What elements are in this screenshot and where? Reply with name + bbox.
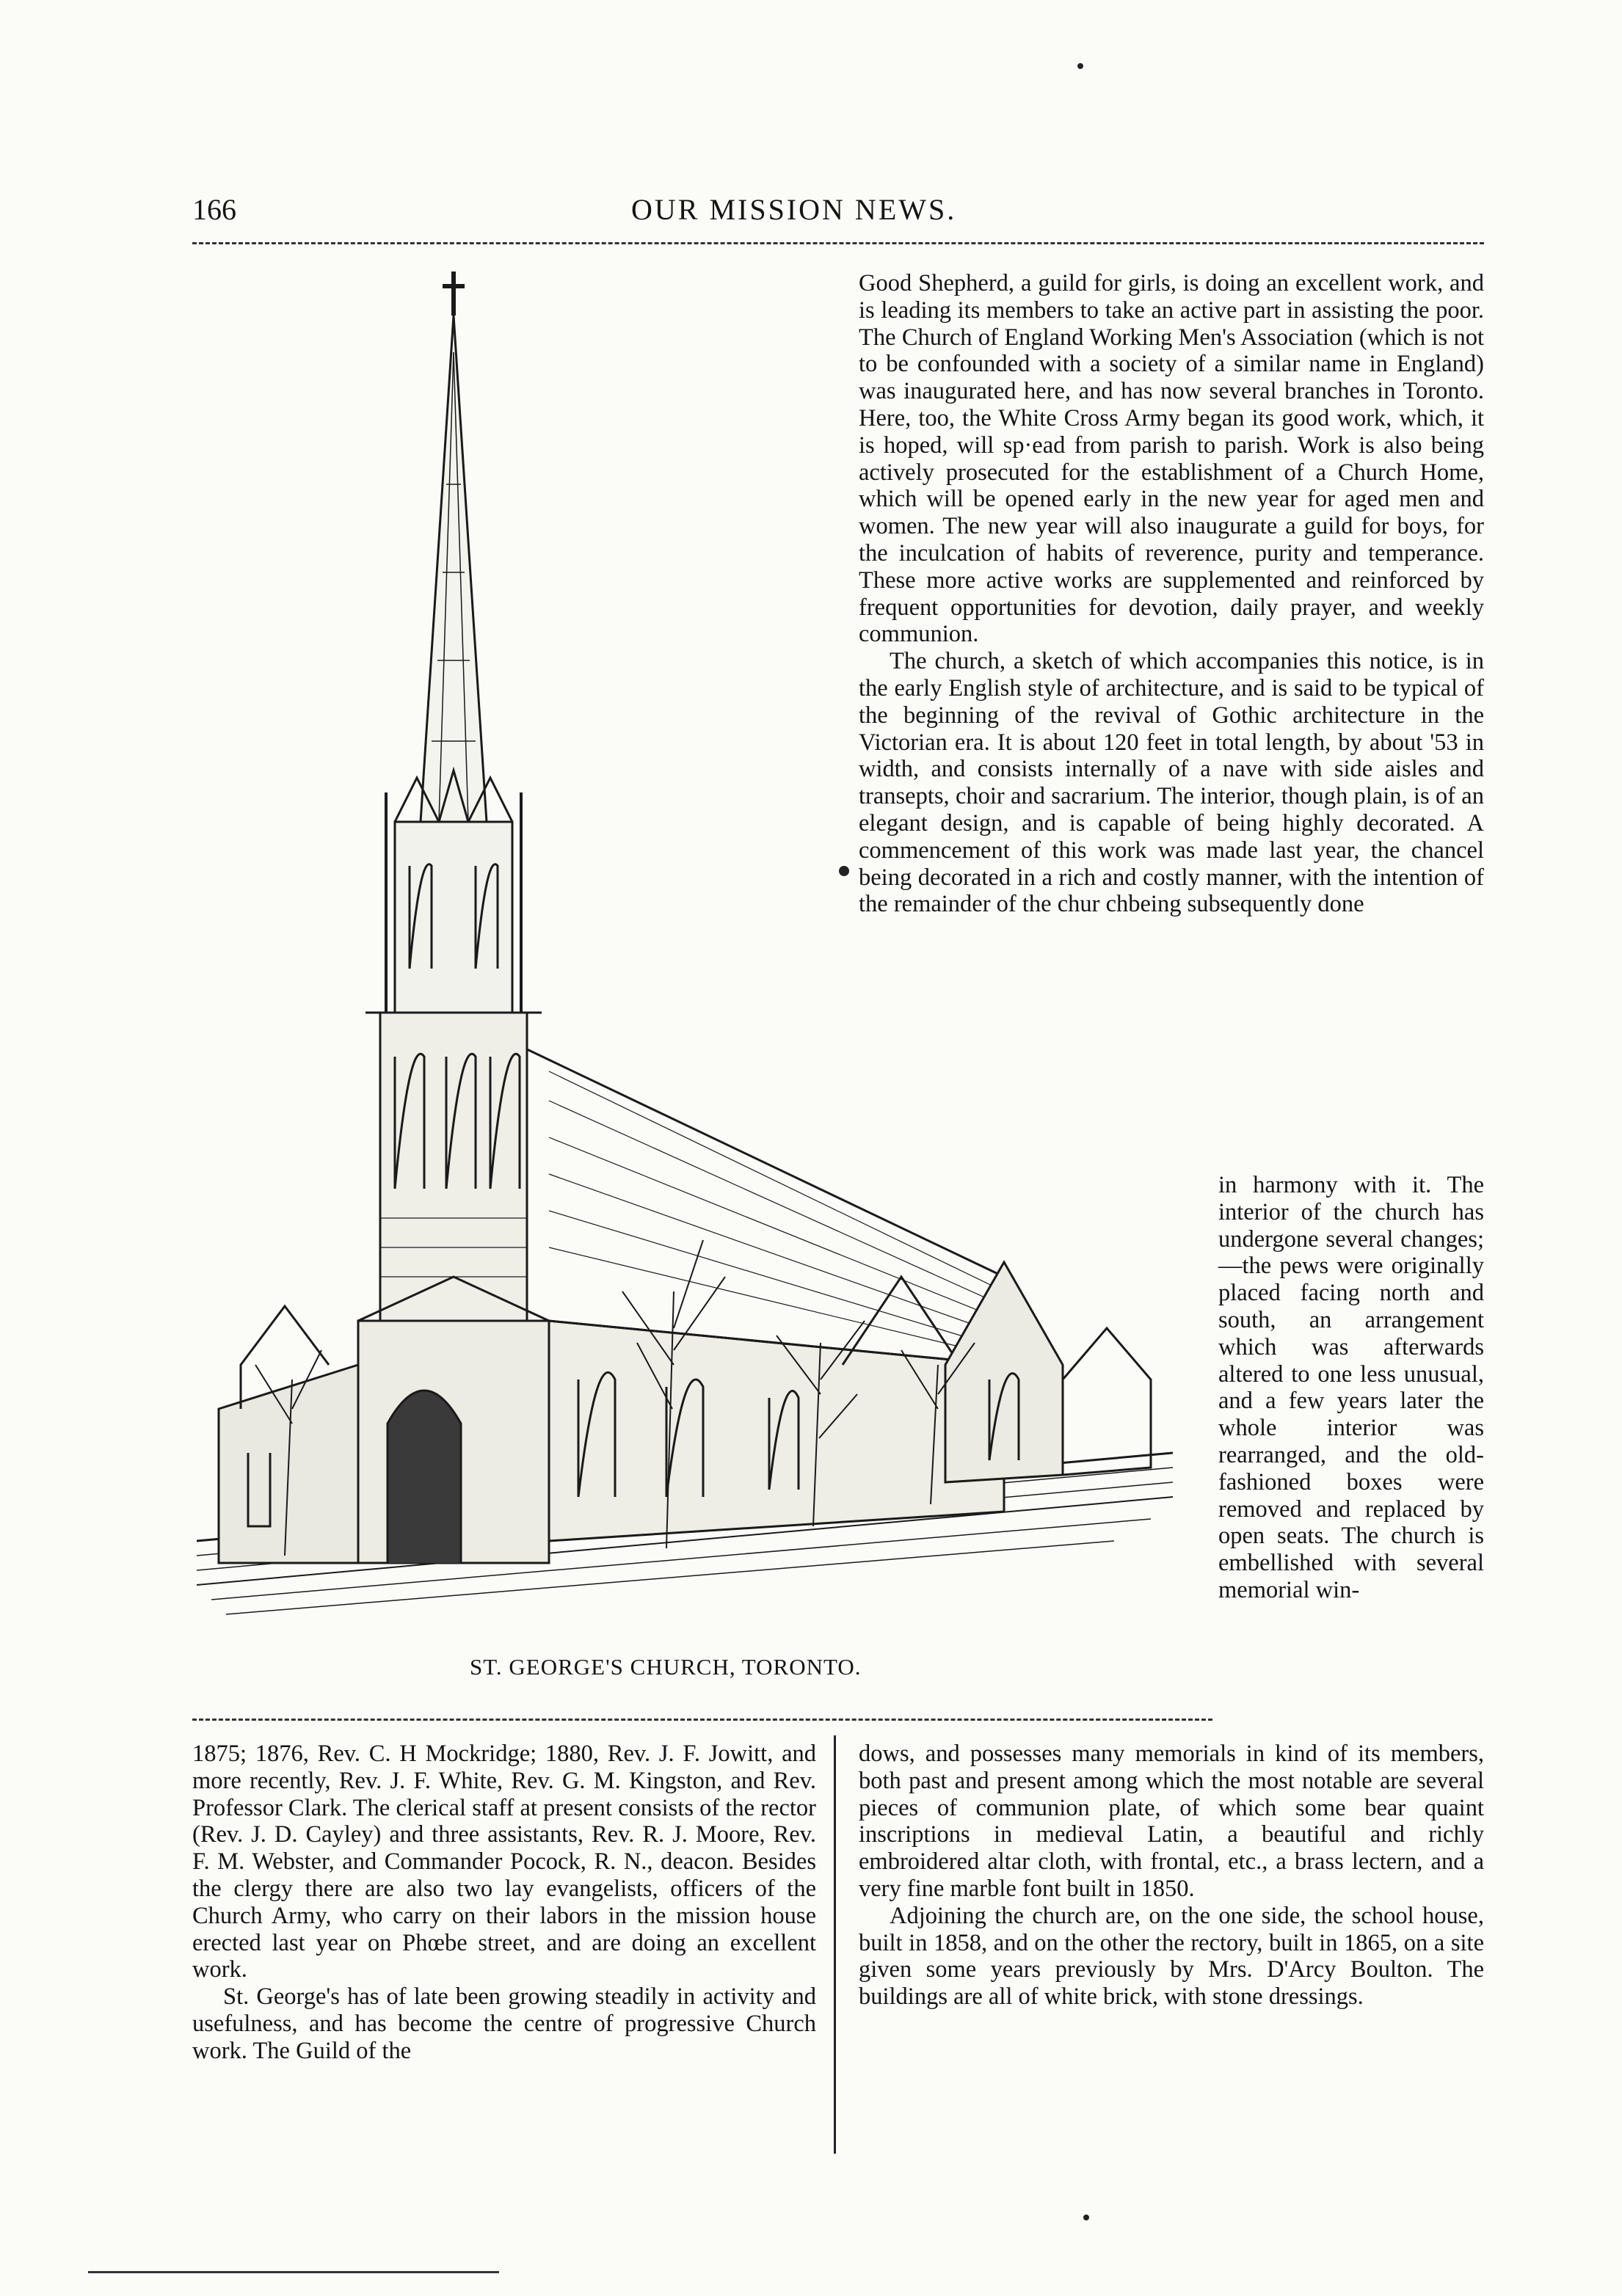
- illustration-caption: ST. GEORGE'S CHURCH, TORONTO.: [470, 1654, 862, 1680]
- section-rule: [192, 1719, 1212, 1721]
- paragraph: The church, a sketch of which accompanies this notice, is in the early English style of architecture, and is said to be typical of the beginning of the revival of Gothic architecture in the Victorian era. It is about 120 feet in total length, by about '53 in width, and consists internally of a nave with side aisles and transepts, choir and sacrarium. The interior, though plain, is of an elegant design, and is capable of being highly decorated. A commencement of this work was made last year, the chancel being decorated in a rich and costly manner, with the intention of the remainder of the chur chbeing subsequently done: [859, 648, 1484, 918]
- ink-speck: [1077, 63, 1083, 69]
- paragraph: dows, and possesses many memorials in kind of its members, both past and present among which the most notable are several pieces of communion plate, of which some bear quaint inscriptions in medieval Latin, a beautiful and richly embroidered altar cloth, with frontal, etc., a brass lectern, and a very fine marble font built in 1850.: [859, 1741, 1484, 1902]
- right-column-narrow: [1218, 1172, 1484, 1604]
- bottom-left-column: [192, 1741, 816, 2065]
- paragraph: St. George's has of late been growing steadily in activity and usefulness, and has become the centre of progressive Church work. The Guild of the: [192, 1983, 816, 2064]
- paragraph: 1875; 1876, Rev. C. H Mockridge; 1880, Rev. J. F. Jowitt, and more recently, Rev. J. F. White, Rev. G. M. Kingston, and Rev. Professor Clark. The clerical staff at present consists of the rector (Rev. J. D. Cayley) and three assistants, Rev. R. J. Moore, Rev. F. M. Webster, and Commander Pocock, R. N., deacon. Besides the clergy there are also two lay evangelists, officers of the Church Army, who carry on their labors in the mission house erected last year on Phœbe street, and are doing an excellent work.: [192, 1741, 816, 1983]
- ink-speck: [1083, 2215, 1089, 2220]
- paragraph: Good Shepherd, a guild for girls, is doing an excellent work, and is leading its members to take an active part in assisting the poor. The Church of England Working Men's Association (which is not to be confounded with a society of a similar name in England) was inaugurated here, and has now several branches in Toronto. Here, too, the White Cross Army began its good work, which, it is hoped, will sp·ead from parish to parish. Work is also being actively prosecuted for the establishment of a Church Home, which will be opened early in the new year for aged men and women. The new year will also inaugurate a guild for boys, for the inculcation of habits of reverence, purity and temperance. These more active works are supplemented and reinforced by frequent opportunities for devotion, daily prayer, and weekly communion.: [859, 270, 1484, 648]
- footer-rule: [88, 2271, 499, 2273]
- right-column-upper: [859, 270, 1484, 918]
- paragraph: Adjoining the church are, on the one side, the school house, built in 1858, and on the other the rectory, built in 1865, on a site given some years previously by Mrs. D'Arcy Boulton. The buildings are all of white brick, with stone dressings.: [859, 1902, 1484, 2011]
- header-rule: [192, 242, 1484, 244]
- page-number: 166: [192, 193, 236, 226]
- column-divider: [834, 1735, 836, 2154]
- ink-speck: [839, 866, 849, 876]
- page-title: OUR MISSION NEWS.: [631, 193, 957, 226]
- paragraph: in harmony with it. The interior of the church has undergone several changes; —the pews were originally placed facing north and south, an arrangement which was afterwards altered to one less unusual, and a few years later the whole interior was rearranged, and the old-fashioned boxes were removed and replaced by open seats. The church is embellished with several memorial win-: [1218, 1172, 1484, 1603]
- bottom-right-column: [859, 1741, 1484, 2011]
